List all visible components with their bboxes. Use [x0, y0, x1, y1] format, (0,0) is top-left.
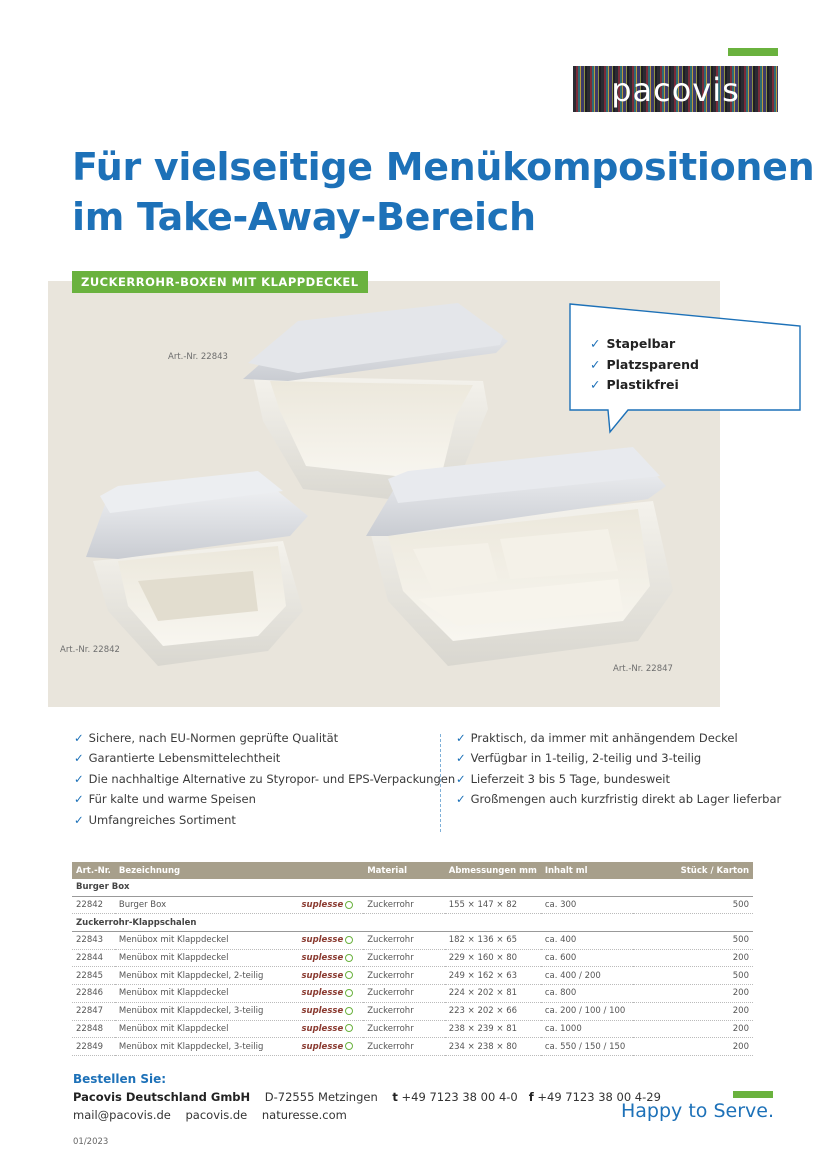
- feature-item: ✓ Verfügbar in 1-teilig, 2-teilig und 3-teilig: [456, 751, 702, 766]
- cell-name: [115, 1020, 363, 1038]
- group-title: Burger Box: [72, 879, 753, 896]
- category-tag: ZUCKERROHR-BOXEN MIT KLAPPDECKEL: [72, 271, 368, 293]
- table-group-row: [72, 879, 753, 896]
- check-icon: ✓: [590, 356, 601, 372]
- cell-material: Zuckerrohr: [363, 1002, 445, 1020]
- check-icon: ✓: [456, 731, 466, 745]
- table-row: [72, 932, 753, 950]
- benefits-callout: [566, 302, 804, 434]
- cell-dims: 182 × 136 × 65: [445, 932, 541, 950]
- cell-pcs: 500: [633, 896, 753, 914]
- cell-material: Zuckerrohr: [363, 985, 445, 1003]
- product-name: Menübox mit Klappdeckel: [118, 953, 229, 964]
- cell-pcs: 200: [633, 985, 753, 1003]
- check-icon: ✓: [74, 812, 84, 827]
- company-info: [73, 1090, 661, 1104]
- cell-pcs: 200: [633, 1020, 753, 1038]
- product-name: Menübox mit Klappdeckel: [118, 935, 229, 946]
- check-icon: ✓: [590, 336, 601, 351]
- suplesse-brand-badge: suplesse: [301, 1006, 353, 1016]
- website-link-naturesse[interactable]: naturesse.com: [261, 1108, 347, 1122]
- table-row: [72, 949, 753, 967]
- product-name: Menübox mit Klappdeckel, 3-teilig: [118, 1041, 264, 1052]
- cell-pcs: 200: [633, 949, 753, 967]
- pacovis-logo: pacovis: [573, 66, 778, 112]
- cell-pcs: 200: [633, 1002, 753, 1020]
- cell-art: 22846: [72, 985, 115, 1003]
- leaf-icon: [345, 954, 353, 962]
- cell-dims: 224 × 202 × 81: [445, 985, 541, 1003]
- product-table: [72, 862, 753, 1056]
- order-title: Bestellen Sie:: [73, 1072, 167, 1086]
- website-link-pacovis[interactable]: pacovis.de: [185, 1108, 248, 1122]
- feature-list-left: [74, 728, 455, 830]
- suplesse-brand-badge: suplesse: [301, 1042, 353, 1052]
- suplesse-brand-badge: suplesse: [301, 953, 353, 963]
- cell-name: [115, 1002, 363, 1020]
- cell-art: 22849: [72, 1038, 115, 1056]
- cell-material: Zuckerrohr: [363, 949, 445, 967]
- art-label-22847: Art.-Nr. 22847: [613, 664, 673, 674]
- product-name: Menübox mit Klappdeckel: [118, 988, 229, 999]
- phone-label: t: [392, 1090, 398, 1104]
- fax-label: f: [528, 1090, 534, 1104]
- check-icon: ✓: [456, 751, 466, 766]
- cell-dims: 155 × 147 × 82: [445, 896, 541, 914]
- feature-list-right: [456, 728, 781, 810]
- suplesse-brand-badge: suplesse: [301, 935, 353, 945]
- feature-item: ✓ Praktisch, da immer mit anhängendem Deckel: [456, 731, 738, 745]
- art-label-22842: Art.-Nr. 22842: [60, 645, 120, 655]
- cell-material: Zuckerrohr: [363, 932, 445, 950]
- cell-name: [115, 985, 363, 1003]
- leaf-icon: [345, 989, 353, 997]
- callout-list: [590, 334, 699, 396]
- product-name: Menübox mit Klappdeckel, 2-teilig: [118, 970, 264, 981]
- phone-number[interactable]: +49 7123 38 00 4-0: [401, 1090, 518, 1104]
- leaf-icon: [345, 971, 353, 979]
- cell-name: [115, 967, 363, 985]
- table-group-row: [72, 914, 753, 932]
- cell-pcs: 500: [633, 967, 753, 985]
- callout-item: ✓ Platzsparend: [590, 356, 699, 372]
- group-title: Zuckerrohr-Klappschalen: [72, 914, 753, 932]
- cell-name: [115, 932, 363, 950]
- slogan-accent-bar: [733, 1091, 773, 1098]
- check-icon: ✓: [74, 751, 84, 766]
- slogan: Happy to Serve.: [621, 1100, 774, 1122]
- box-22847: [366, 447, 673, 666]
- cell-dims: 234 × 238 × 80: [445, 1038, 541, 1056]
- feature-item: ✓ Großmengen auch kurzfristig direkt ab Lager lieferbar: [456, 792, 782, 807]
- check-icon: ✓: [74, 731, 84, 745]
- table-row: [72, 896, 753, 914]
- cell-art: 22843: [72, 932, 115, 950]
- company-name: Pacovis Deutschland GmbH: [73, 1090, 251, 1104]
- suplesse-brand-badge: suplesse: [301, 1024, 353, 1034]
- cell-content: ca. 200 / 100 / 100: [541, 1002, 633, 1020]
- check-icon: ✓: [590, 377, 601, 392]
- cell-pcs: 500: [633, 932, 753, 950]
- feature-item: ✓ Für kalte und warme Speisen: [74, 792, 256, 807]
- product-name: Burger Box: [118, 900, 167, 911]
- box-22842: [86, 471, 308, 666]
- table-body: [72, 879, 753, 1055]
- document-date: 01/2023: [73, 1137, 109, 1147]
- feature-item: ✓ Sichere, nach EU-Normen geprüfte Qualität: [74, 731, 339, 745]
- cell-content: ca. 550 / 150 / 150: [541, 1038, 633, 1056]
- product-name: Menübox mit Klappdeckel: [118, 1023, 229, 1034]
- table-row: [72, 985, 753, 1003]
- col-content: Inhalt ml: [541, 862, 633, 879]
- cell-content: ca. 1000: [541, 1020, 633, 1038]
- callout-item: ✓ Stapelbar: [590, 336, 676, 351]
- check-icon: ✓: [456, 771, 466, 786]
- logo-accent-bar: [728, 48, 778, 56]
- table-row: [72, 1002, 753, 1020]
- suplesse-brand-badge: suplesse: [301, 988, 353, 998]
- leaf-icon: [345, 1024, 353, 1032]
- fax-number: +49 7123 38 00 4-29: [537, 1090, 661, 1104]
- feature-item: ✓ Garantierte Lebensmittelechtheit: [74, 751, 281, 766]
- cell-name: [115, 949, 363, 967]
- cell-content: ca. 800: [541, 985, 633, 1003]
- headline-line-1: Für vielseitige Menükompositionen: [72, 145, 815, 189]
- feature-item: ✓ Umfangreiches Sortiment: [74, 812, 236, 827]
- contact-links: [73, 1108, 347, 1122]
- email-link[interactable]: mail@pacovis.de: [73, 1108, 171, 1122]
- cell-material: Zuckerrohr: [363, 967, 445, 985]
- cell-content: ca. 400 / 200: [541, 967, 633, 985]
- art-label-22843: Art.-Nr. 22843: [168, 352, 228, 362]
- col-dims: Abmessungen mm: [445, 862, 541, 879]
- table-row: [72, 1020, 753, 1038]
- cell-dims: 223 × 202 × 66: [445, 1002, 541, 1020]
- feature-item: ✓ Die nachhaltige Alternative zu Styropor- und EPS-Verpackungen: [74, 771, 456, 786]
- cell-art: 22848: [72, 1020, 115, 1038]
- cell-material: Zuckerrohr: [363, 896, 445, 914]
- feature-divider: [440, 734, 441, 832]
- col-art: Art.-Nr.: [72, 862, 115, 879]
- suplesse-brand-badge: suplesse: [301, 900, 353, 910]
- cell-dims: 229 × 160 × 80: [445, 949, 541, 967]
- table-header-row: [72, 862, 753, 879]
- cell-dims: 249 × 162 × 63: [445, 967, 541, 985]
- cell-art: 22847: [72, 1002, 115, 1020]
- feature-item: ✓ Lieferzeit 3 bis 5 Tage, bundesweit: [456, 771, 671, 786]
- col-material: Material: [363, 862, 445, 879]
- leaf-icon: [345, 901, 353, 909]
- cell-pcs: 200: [633, 1038, 753, 1056]
- cell-material: Zuckerrohr: [363, 1038, 445, 1056]
- cell-name: [115, 1038, 363, 1056]
- cell-name: [115, 896, 363, 914]
- cell-art: 22845: [72, 967, 115, 985]
- col-name: Bezeichnung: [115, 862, 363, 879]
- cell-art: 22842: [72, 896, 115, 914]
- table-row: [72, 967, 753, 985]
- leaf-icon: [345, 1042, 353, 1050]
- callout-item: ✓ Plastikfrei: [590, 377, 679, 392]
- cell-material: Zuckerrohr: [363, 1020, 445, 1038]
- cell-dims: 238 × 239 × 81: [445, 1020, 541, 1038]
- product-name: Menübox mit Klappdeckel, 3-teilig: [118, 1006, 264, 1017]
- cell-art: 22844: [72, 949, 115, 967]
- table-row: [72, 1038, 753, 1056]
- suplesse-brand-badge: suplesse: [301, 971, 353, 981]
- check-icon: ✓: [456, 792, 466, 807]
- cell-content: ca. 400: [541, 932, 633, 950]
- cell-content: ca. 600: [541, 949, 633, 967]
- headline-line-2: im Take-Away-Bereich: [72, 195, 536, 239]
- cell-content: ca. 300: [541, 896, 633, 914]
- check-icon: ✓: [74, 792, 84, 807]
- page-title: [72, 142, 815, 242]
- leaf-icon: [345, 936, 353, 944]
- leaf-icon: [345, 1007, 353, 1015]
- col-pcs: Stück / Karton: [633, 862, 753, 879]
- check-icon: ✓: [74, 771, 84, 786]
- company-address: D-72555 Metzingen: [264, 1090, 378, 1104]
